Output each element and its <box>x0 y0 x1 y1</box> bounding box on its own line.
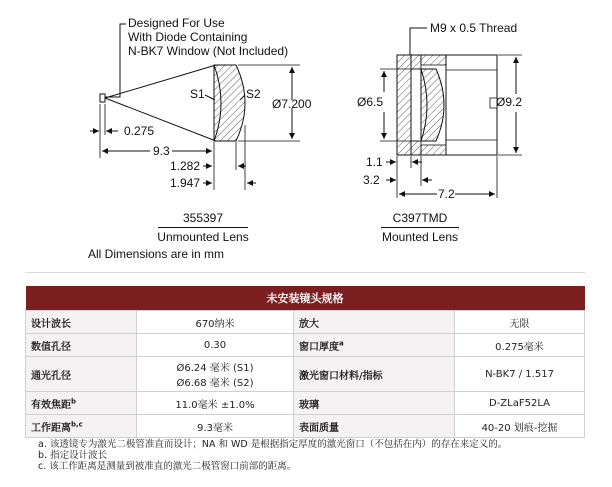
mounted-lens-drawing <box>357 21 522 201</box>
footnote-a: a. 该透镜专为激光二极管准直而设计；NA 和 WD 是根据指定厚度的激光窗口（不包括在内）的存在来定义的。 <box>38 439 508 450</box>
s2-label: S2 <box>246 87 261 101</box>
spec-key <box>26 311 137 334</box>
lens-diameter-label: Ø7.200 <box>272 97 312 111</box>
footnote-ref: b <box>71 397 77 406</box>
section-divider <box>25 272 585 273</box>
dim-32-label: 3.2 <box>363 173 380 187</box>
spec-value-line: 670纳米 <box>195 318 235 330</box>
spec-key-text: 工作距离 <box>31 422 71 434</box>
table-row <box>26 415 585 438</box>
inner-diameter-label: Ø6.5 <box>357 95 384 109</box>
spec-value-line: 0.30 <box>203 339 227 351</box>
spec-value-line: 11.0毫米 ±1.0% <box>175 399 255 411</box>
mounted-part-number: C397TMD <box>392 211 448 225</box>
dim-0275-label: 0.275 <box>124 124 155 138</box>
spec-key <box>26 334 137 357</box>
spec-value: 无限 <box>455 311 585 334</box>
mounted-part-label: Mounted Lens <box>381 230 459 244</box>
dim-1947-label: 1.947 <box>170 176 201 190</box>
spec-value: N-BK7 / 1.517 <box>455 357 585 392</box>
dim-93-label: 9.3 <box>153 144 170 158</box>
spec-key-text: 有效焦距 <box>31 399 71 411</box>
caption-divider <box>158 227 248 228</box>
spec-key-text: 表面质量 <box>299 422 339 434</box>
spec-key <box>294 415 455 438</box>
spec-value: 40-20 划痕-挖掘 <box>455 415 585 438</box>
table-row <box>26 357 585 392</box>
footnote-ref: b,c <box>71 420 83 429</box>
spec-value <box>137 311 294 334</box>
footnote-c: c. 该工作距离是测量到被准直的激光二极管窗口前部的距离。 <box>38 461 297 472</box>
spec-key-text: 通光孔径 <box>31 370 71 382</box>
s1-label: S1 <box>190 87 205 101</box>
footnote-b: b. 指定设计波长 <box>38 450 108 461</box>
spec-value <box>137 415 294 438</box>
spec-key-text: 激光窗口材料/指标 <box>299 370 383 382</box>
footnote-ref: a <box>339 339 344 348</box>
spec-key-text: 放大 <box>299 318 319 330</box>
dim-72-label: 7.2 <box>438 187 455 201</box>
caption-divider <box>381 227 459 228</box>
footnotes <box>38 439 507 472</box>
table-row <box>26 392 585 415</box>
spec-value <box>137 357 294 392</box>
spec-key-text: 玻璃 <box>299 399 319 411</box>
spec-key-text: 数值孔径 <box>31 341 71 353</box>
spec-value <box>137 334 294 357</box>
spec-value-line: Ø6.24 毫米 (S1) <box>176 363 254 374</box>
callout-line-1: Designed For Use <box>128 16 225 30</box>
dim-1282-label: 1.282 <box>170 159 201 173</box>
unmounted-lens-drawing <box>90 16 312 190</box>
dim-11-label: 1.1 <box>366 155 383 169</box>
unmounted-part-number: 355397 <box>182 211 224 225</box>
spec-key <box>26 415 137 438</box>
spec-key <box>294 334 455 357</box>
spec-value: 0.275毫米 <box>455 334 585 357</box>
spec-value <box>137 392 294 415</box>
spec-key-text: 设计波长 <box>31 318 71 330</box>
callout-line-3: N-BK7 Window (Not Included) <box>128 44 289 58</box>
spec-key <box>294 311 455 334</box>
callout-line-2: With Diode Containing <box>128 30 248 44</box>
table-row <box>26 311 585 334</box>
unmounted-part-label: Unmounted Lens <box>157 230 249 244</box>
outer-diameter-label: Ø9.2 <box>496 95 523 109</box>
spec-key <box>26 392 137 415</box>
spec-key <box>294 357 455 392</box>
spec-table-body <box>26 311 585 438</box>
table-title: 未安装镜头规格 <box>26 286 585 311</box>
spec-table <box>25 286 585 438</box>
table-row <box>26 334 585 357</box>
thread-label: M9 x 0.5 Thread <box>430 21 518 35</box>
spec-value: D-ZLaF52LA <box>455 392 585 415</box>
spec-value-line: 9.3毫米 <box>197 422 233 434</box>
spec-value-line: Ø6.68 毫米 (S2) <box>176 378 254 389</box>
dimensions-note: All Dimensions are in mm <box>88 247 225 261</box>
spec-key-text: 窗口厚度 <box>299 341 339 353</box>
spec-key <box>26 357 137 392</box>
spec-key <box>294 392 455 415</box>
